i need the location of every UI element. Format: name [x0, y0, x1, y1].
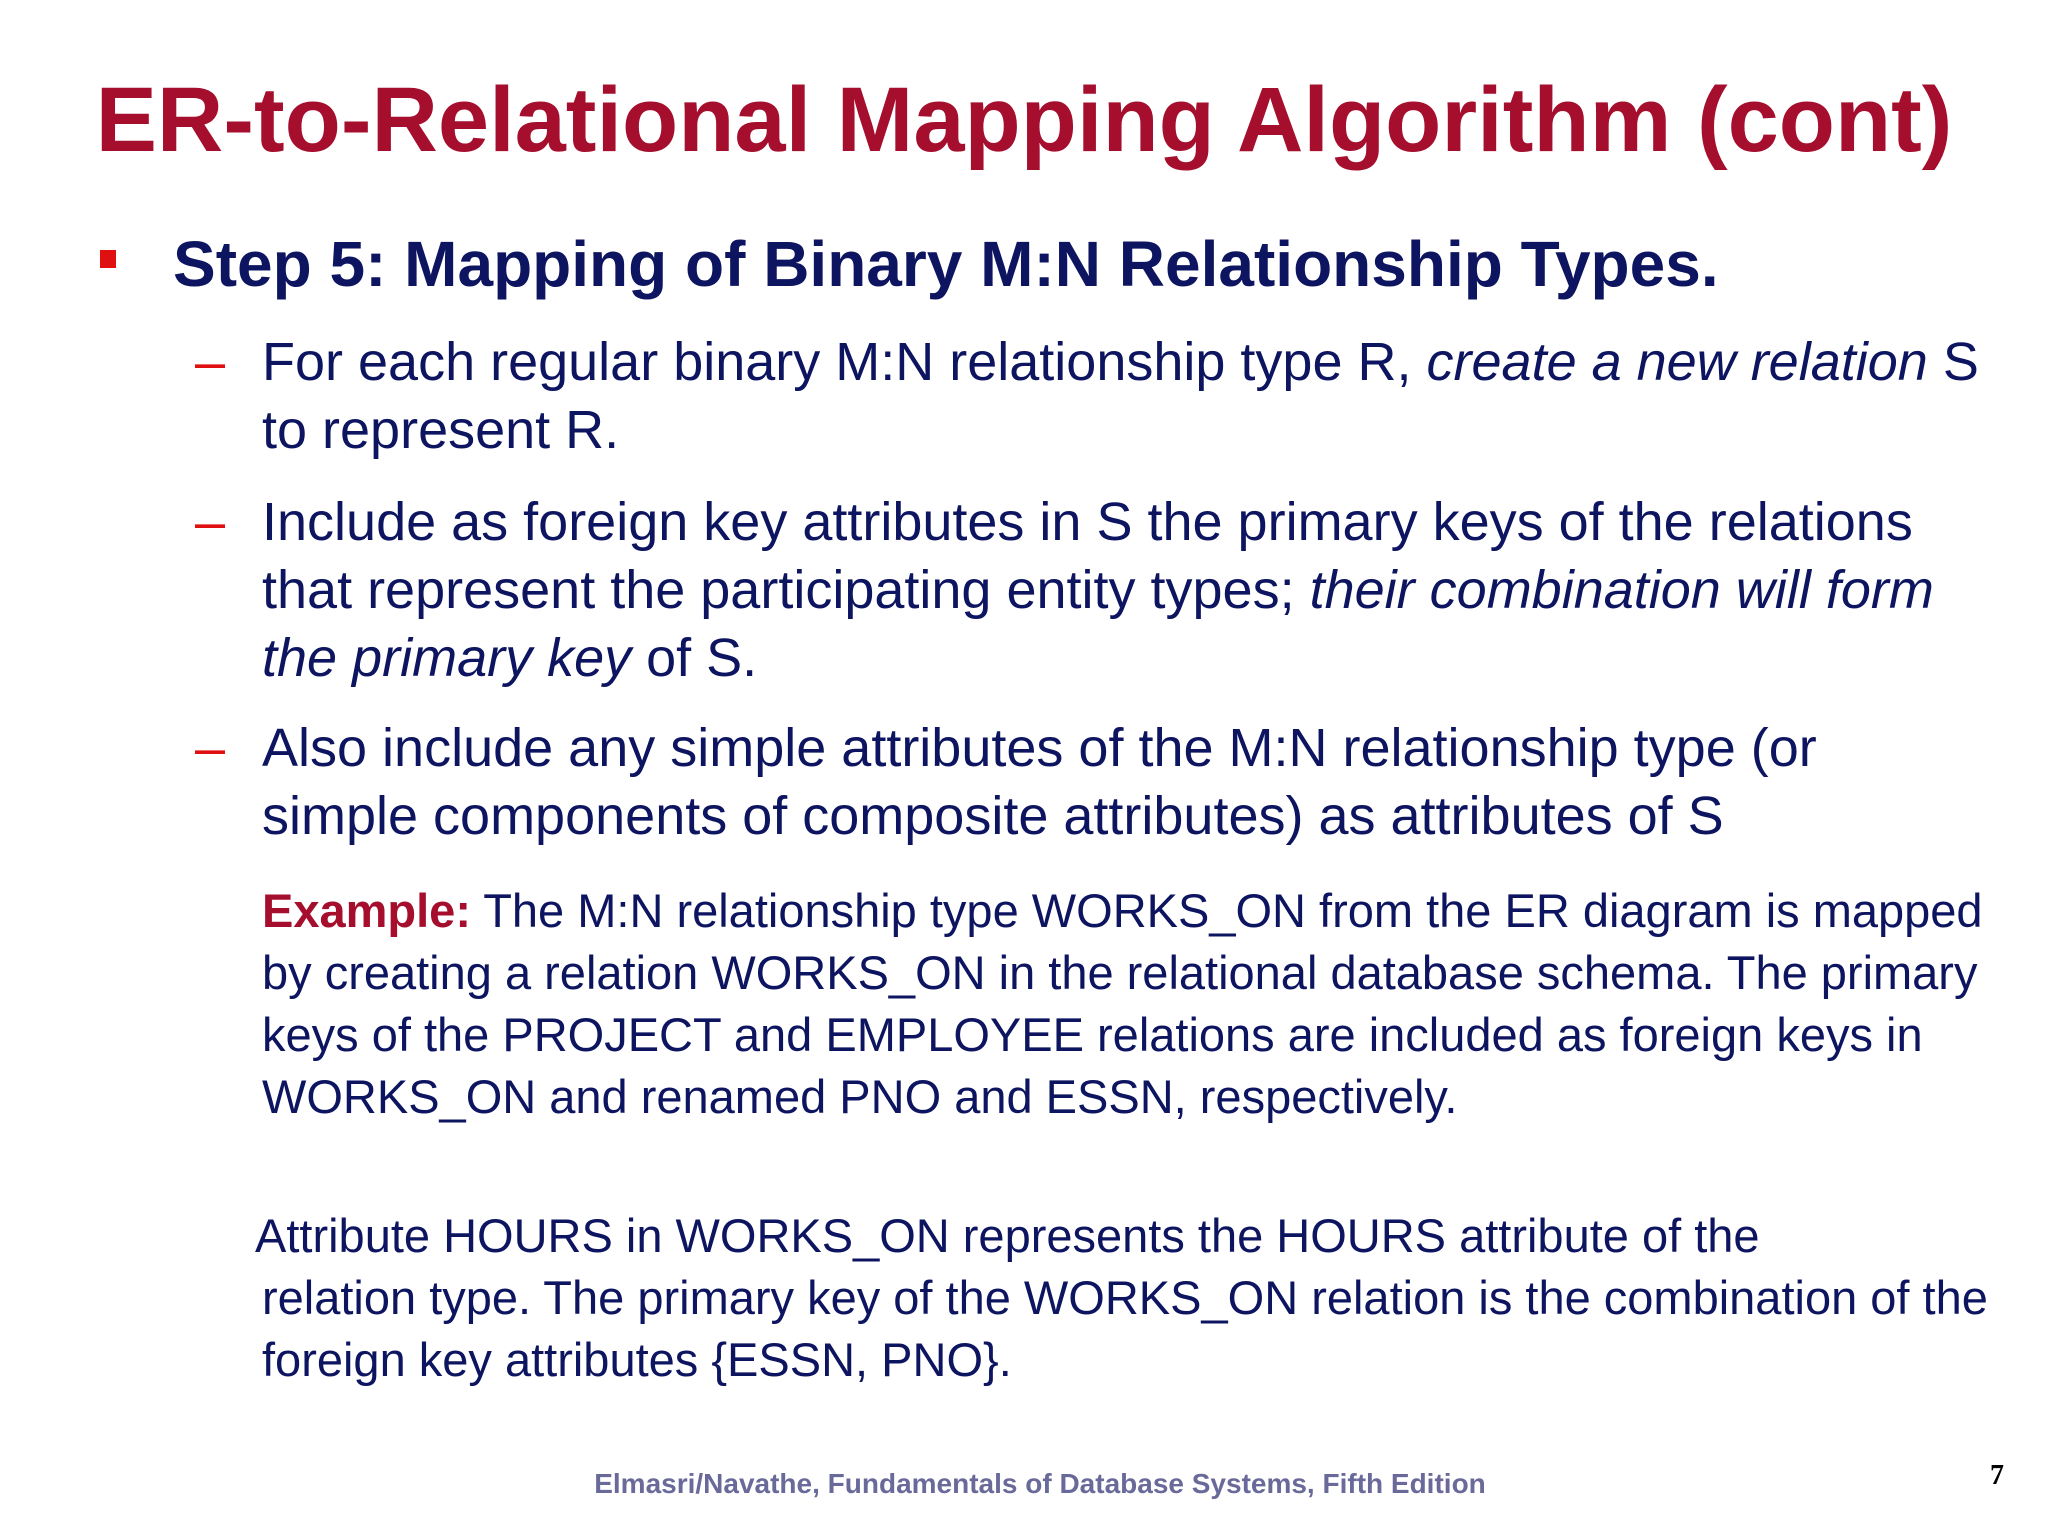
dash-bullet-icon: – — [195, 332, 226, 392]
example-paragraph — [262, 880, 2002, 1128]
slide-title: ER-to-Relational Mapping Algorithm (cont) — [95, 69, 1953, 171]
dash-bullet-icon: – — [195, 718, 226, 778]
sub-bullet-2-part-3: of S. — [631, 628, 758, 688]
example-text: The M:N relationship type WORKS_ON from the ER diagram is mapped by creating a relation WORKS_ON in the relational database schema. The primary keys of the PROJECT and EMPLOYEE relations are included as foreign keys in WORKS_ON and renamed PNO and ESSN, respectively. — [262, 884, 1983, 1123]
sub-bullet-2-text — [262, 488, 1982, 692]
attribute-paragraph-line-1: Attribute HOURS in WORKS_ON represents the HOURS attribute of the — [255, 1209, 1760, 1262]
sub-bullet-3-text — [262, 714, 1982, 850]
attribute-paragraph — [255, 1205, 1995, 1391]
attribute-paragraph-rest: relation type. The primary key of the WORKS_ON relation is the combination of the foreign key attributes {ESSN, PNO}. — [262, 1271, 1988, 1386]
sub-bullet-1-text — [262, 328, 1982, 464]
sub-bullet-1-part-3: S to represent R. — [262, 332, 1979, 460]
dash-bullet-icon: – — [195, 492, 226, 552]
example-label: Example: — [262, 884, 471, 937]
square-bullet-icon — [100, 250, 116, 268]
sub-bullet-1-part-2: create a new relation — [1426, 332, 1928, 392]
footer-text: Elmasri/Navathe, Fundamentals of Database Systems, Fifth Edition — [594, 1468, 1486, 1499]
sub-bullet-2-part-2: their combination will form the primary key — [262, 560, 1934, 688]
footer-citation — [0, 1468, 2048, 1500]
sub-bullet-3-part-1: Also include any simple attributes of the M:N relationship type (or simple components of composite attributes) as attributes of S — [262, 718, 1817, 846]
page-number: 7 — [1990, 1460, 2004, 1491]
sub-bullet-1-part-1: For each regular binary M:N relationship type R, — [262, 332, 1427, 392]
step-heading-text: Step 5: Mapping of Binary M:N Relationship Types. — [173, 228, 1719, 300]
sub-bullet-2-part-1: Include as foreign key attributes in S the primary keys of the relations that represent the participating entity types; — [262, 492, 1913, 620]
